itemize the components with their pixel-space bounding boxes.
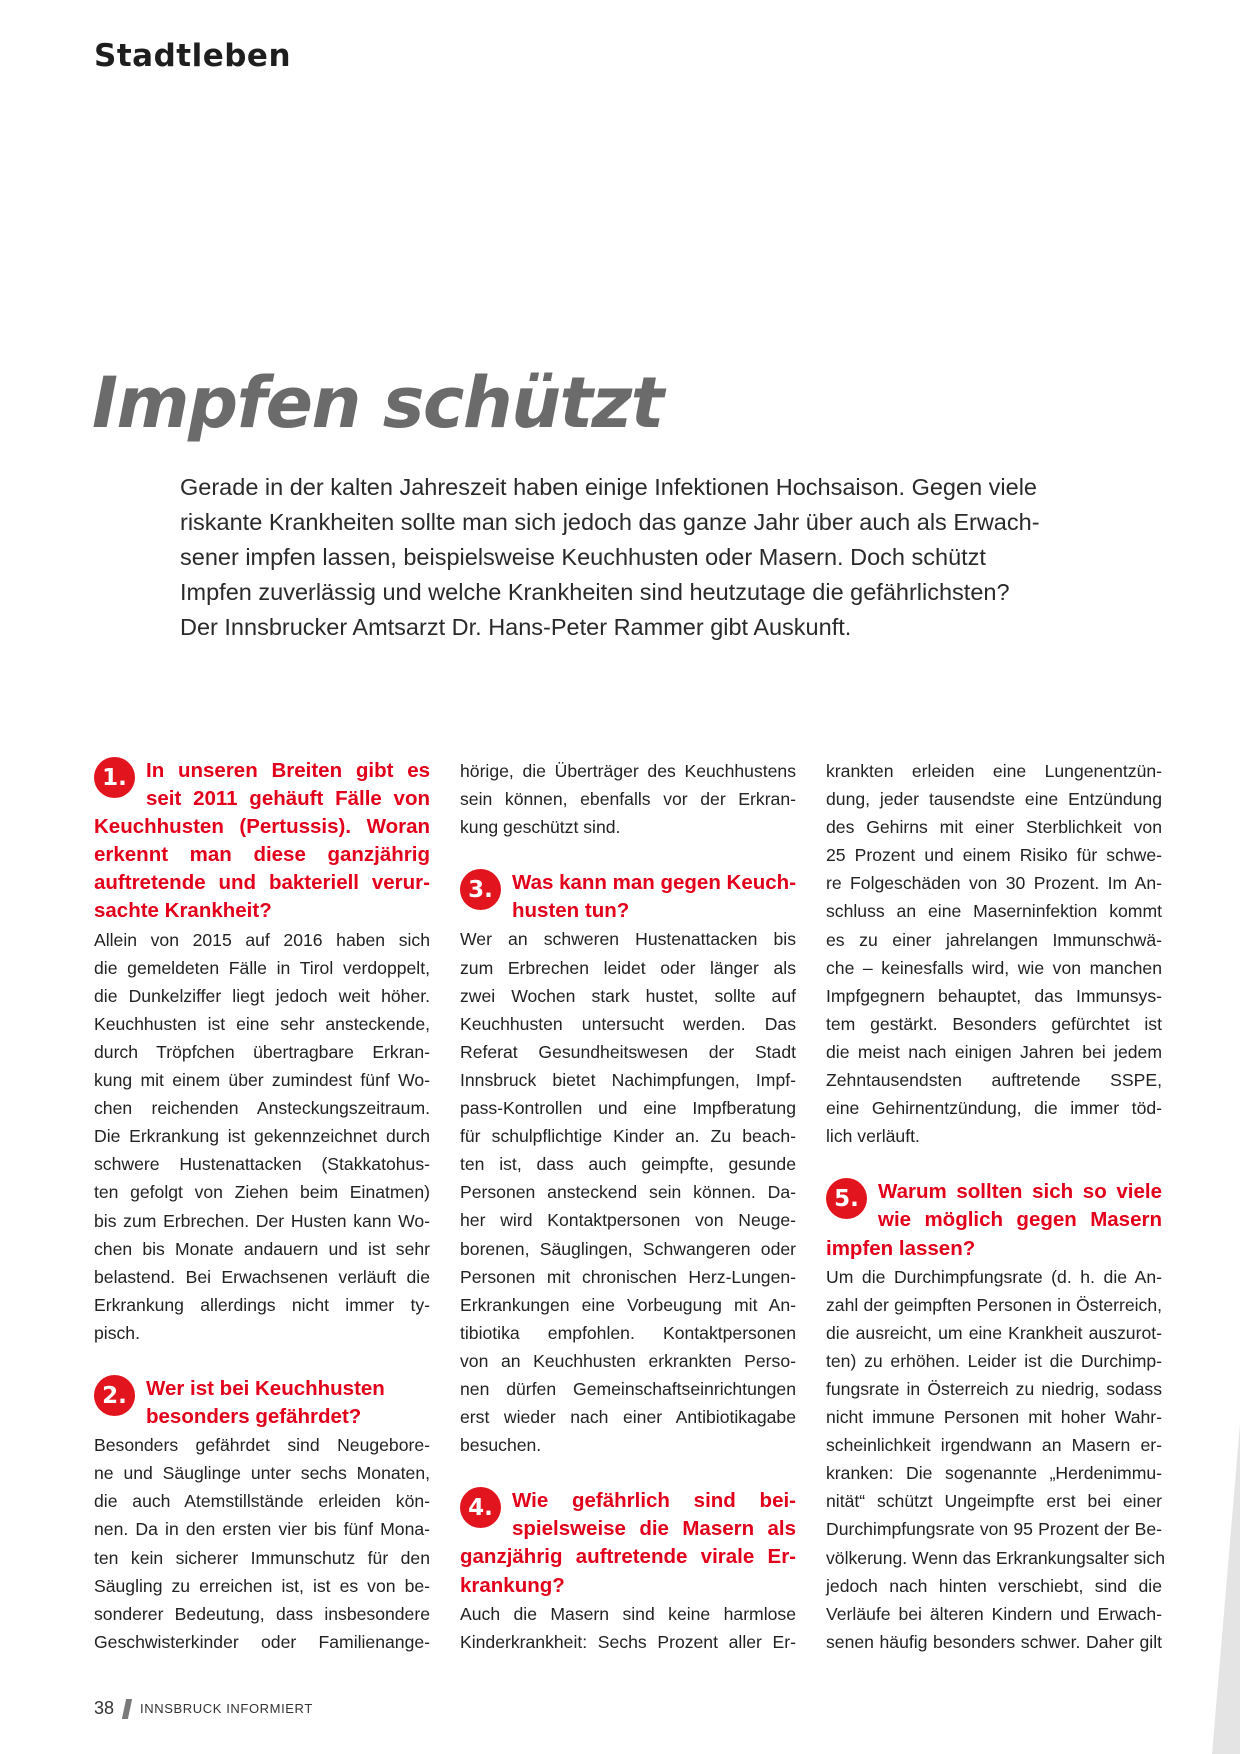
body-line: ten gefolgt von Ziehen beim Einatmen) <box>94 1182 430 1203</box>
body-line: jedoch nach hinten verschiebt, sind die <box>826 1575 1162 1596</box>
body-line: Personen ansteckend sein können. Da- <box>460 1182 796 1203</box>
body-line: nen dürfen Gemeinschaftseinrichtungen <box>460 1378 796 1399</box>
body-line: die ausreicht, um eine Krankheit auszurot- <box>826 1322 1162 1343</box>
body-line: kung mit einem über zumindest fünf Wo- <box>94 1070 430 1091</box>
question-1-heading <box>94 757 430 926</box>
heading-line: Warum sollten sich so viele <box>878 1180 1162 1204</box>
body-line: chen reichenden Ansteckungszeitraum. <box>94 1098 430 1119</box>
column-2 <box>460 757 796 1656</box>
body-line: die gemeldeten Fälle in Tirol verdoppelt, <box>94 957 430 978</box>
body-line: besuchen. <box>460 1435 542 1456</box>
body-line: ne und Säuglinge unter sechs Monaten, <box>94 1463 430 1484</box>
heading-line: husten tun? <box>512 899 630 923</box>
heading-line: seit 2011 gehäuft Fälle von <box>146 787 430 811</box>
body-line: durch Tröpfchen übertragbare Erkran- <box>94 1041 430 1062</box>
heading-line: spielsweise die Masern als <box>512 1517 796 1541</box>
body-line: Erkrankung allerdings nicht immer ty- <box>94 1294 430 1315</box>
slash-divider-icon <box>122 1699 132 1719</box>
body-line: scheinlichkeit irgendwann an Masern er- <box>826 1435 1162 1456</box>
body-line: che – keinesfalls wird, wie von manchen <box>826 957 1162 978</box>
body-line: Erkrankungen eine Vorbeugung mit An- <box>460 1294 796 1315</box>
publication-name: INNSBRUCK INFORMIERT <box>140 1701 313 1716</box>
number-badge-icon: 2. <box>94 1375 135 1416</box>
body-line: zum Erbrechen leidet oder länger als <box>460 957 796 978</box>
body-line: es zu einer jahrelangen Immunschwä- <box>826 929 1162 950</box>
body-line: Besonders gefährdet sind Neugebore- <box>94 1435 430 1456</box>
question-2-answer <box>94 1431 430 1656</box>
body-line: für schulpflichtige Kinder an. Zu beach- <box>460 1126 796 1147</box>
lead-line: Gerade in der kalten Jahreszeit haben einige Infektionen Hochsaison. Gegen viele <box>180 474 1037 500</box>
body-line: senen häufig besonders schwer. Daher gilt <box>826 1631 1162 1652</box>
body-line: ten kein sicherer Immunschutz für den <box>94 1547 430 1568</box>
section-label: Stadtleben <box>94 38 292 74</box>
body-line: tibiotika empfohlen. Kontaktpersonen <box>460 1322 796 1343</box>
question-5-heading <box>826 1178 1162 1262</box>
body-line: Geschwisterkinder oder Familienange- <box>94 1631 430 1652</box>
number-badge-icon: 1. <box>94 757 135 798</box>
lead-line: Der Innsbrucker Amtsarzt Dr. Hans-Peter Rammer gibt Auskunft. <box>180 614 852 640</box>
number-badge-icon: 3. <box>460 869 501 910</box>
body-line: sonderer Bedeutung, dass insbesondere <box>94 1603 430 1624</box>
heading-line: erkennt man diese ganzjährig <box>94 843 430 867</box>
body-line: die Dunkelziffer liegt jedoch weit höher. <box>94 985 430 1006</box>
body-line: nität“ schützt Ungeimpfte erst bei einer <box>826 1491 1162 1512</box>
body-line: des Gehirns mit einer Sterblichkeit von <box>826 817 1162 838</box>
body-line: völkerung. Wenn das Erkrankungsalter sich <box>826 1547 1166 1568</box>
body-line: Keuchhusten untersucht werden. Das <box>460 1013 796 1034</box>
lead-line: riskante Krankheiten sollte man sich jedoch das ganze Jahr über auch als Erwach- <box>180 509 1040 535</box>
number-badge-icon: 4. <box>460 1487 501 1528</box>
page-footer <box>94 1698 313 1719</box>
body-line: kung geschützt sind. <box>460 817 621 838</box>
body-line: krankten erleiden eine Lungenentzün- <box>826 761 1162 781</box>
question-4-answer-continued <box>826 757 1162 1150</box>
body-line: fungsrate in Österreich zu niedrig, sodass <box>826 1378 1162 1399</box>
body-line: dung, jeder tausendste eine Entzündung <box>826 789 1162 810</box>
heading-line: sachte Krankheit? <box>94 899 272 923</box>
body-line: Personen mit chronischen Herz-Lungen- <box>460 1266 796 1287</box>
body-line: Referat Gesundheitswesen der Stadt <box>460 1041 796 1062</box>
body-line: her wird Kontaktpersonen von Neuge- <box>460 1210 796 1231</box>
body-line: pass-Kontrollen und eine Impfberatung <box>460 1098 796 1119</box>
heading-line: wie möglich gegen Masern <box>878 1208 1162 1232</box>
heading-line: Wer ist bei Keuchhusten <box>146 1376 385 1400</box>
body-line: ten ist, dass auch geimpfte, gesunde <box>460 1154 796 1175</box>
heading-line: besonders gefährdet? <box>146 1405 362 1429</box>
body-line: Kinderkrankheit: Sechs Prozent aller Er- <box>460 1631 796 1652</box>
body-line: nicht immune Personen mit hoher Wahr- <box>826 1407 1162 1428</box>
body-line: Säugling zu erreichen ist, ist es von be- <box>94 1575 430 1596</box>
question-5-answer <box>826 1263 1166 1656</box>
body-line: von an Keuchhusten erkrankten Perso- <box>460 1350 796 1371</box>
heading-line: Keuchhusten (Pertussis). Woran <box>94 815 430 839</box>
body-line: Auch die Masern sind keine harmlose <box>460 1603 796 1624</box>
body-line: Die Erkrankung ist gekennzeichnet durch <box>94 1126 430 1147</box>
question-3-answer <box>460 925 796 1459</box>
lead-line: sener impfen lassen, beispielsweise Keuchhusten oder Masern. Doch schützt <box>180 544 986 570</box>
body-line: re Folgeschäden von 30 Prozent. Im An- <box>826 873 1162 894</box>
body-line: 25 Prozent und einem Risiko für schwe- <box>826 845 1162 866</box>
body-line: nen. Da in den ersten vier bis fünf Mona- <box>94 1519 430 1540</box>
number-badge-icon: 5. <box>826 1178 867 1219</box>
body-line: schwere Hustenattacken (Stakkatohus- <box>94 1154 430 1175</box>
column-1 <box>94 757 430 1656</box>
body-line: Allein von 2015 auf 2016 haben sich <box>94 929 430 950</box>
question-3-heading <box>460 869 796 925</box>
body-line: lich verläuft. <box>826 1126 920 1147</box>
column-3 <box>826 757 1166 1656</box>
body-line: borenen, Säuglingen, Schwangeren oder <box>460 1238 796 1259</box>
body-line: die auch Atemstillstände erleiden kön- <box>94 1491 430 1512</box>
body-line: bis zum Erbrechen. Der Husten kann Wo- <box>94 1210 430 1231</box>
heading-line: auftretende und bakteriell verur- <box>94 871 430 895</box>
page-title: Impfen schützt <box>92 362 663 444</box>
body-line: Wer an schweren Hustenattacken bis <box>460 929 796 950</box>
page-curl-decoration-icon <box>1200 1424 1240 1754</box>
body-line: erst wieder nach einer Antibiotikagabe <box>460 1407 796 1428</box>
body-line: tem gestärkt. Besonders gefürchtet ist <box>826 1013 1162 1034</box>
heading-line: In unseren Breiten gibt es <box>146 759 430 782</box>
body-line: Keuchhusten ist eine sehr ansteckende, <box>94 1013 430 1034</box>
body-line: Innsbruck bietet Nachimpfungen, Impf- <box>460 1069 796 1090</box>
body-line: Um die Durchimpfungsrate (d. h. die An- <box>826 1266 1162 1287</box>
page-number: 38 <box>94 1698 115 1718</box>
body-line: die meist nach einigen Jahren bei jedem <box>826 1041 1162 1062</box>
body-line: Zehntausendsten auftretende SSPE, <box>826 1070 1162 1091</box>
body-line: sein können, ebenfalls vor der Erkran- <box>460 789 796 810</box>
body-line: ten) zu erhöhen. Leider ist die Durchimp- <box>826 1350 1162 1371</box>
heading-line: Wie gefährlich sind bei- <box>512 1489 796 1513</box>
body-line: chen bis Monate andauern und ist sehr <box>94 1238 430 1259</box>
heading-line: impfen lassen? <box>826 1236 976 1260</box>
body-line: Durchimpfungsrate von 95 Prozent der Be- <box>826 1519 1162 1540</box>
article-lead <box>180 470 1060 645</box>
heading-line: krankung? <box>460 1573 565 1597</box>
question-4-heading <box>460 1487 796 1599</box>
heading-line: ganzjährig auftretende virale Er- <box>460 1545 796 1569</box>
question-2-heading <box>94 1375 430 1431</box>
body-line: eine Gehirnentzündung, die immer töd- <box>826 1098 1162 1119</box>
body-line: kranken: Die sogenannte „Herdenimmu- <box>826 1463 1162 1484</box>
body-line: zwei Wochen stark hustet, sollte auf <box>460 985 796 1006</box>
body-line: hörige, die Überträger des Keuchhustens <box>460 761 796 781</box>
question-4-answer <box>460 1600 796 1656</box>
question-1-answer <box>94 926 430 1347</box>
question-2-answer-continued <box>460 757 796 841</box>
body-line: Impfgegnern behauptet, das Immunsys- <box>826 985 1162 1006</box>
heading-line: Was kann man gegen Keuch- <box>512 871 797 895</box>
body-line: belastend. Bei Erwachsenen verläuft die <box>94 1266 430 1287</box>
body-line: pisch. <box>94 1322 140 1343</box>
body-line: zahl der geimpften Personen in Österreich, <box>826 1294 1162 1315</box>
lead-line: Impfen zuverlässig und welche Krankheiten sind heutzutage die gefährlichsten? <box>180 579 1010 605</box>
body-line: Verläufe bei älteren Kindern und Erwach- <box>826 1603 1162 1624</box>
body-line: schluss an eine Maserninfektion kommt <box>826 901 1162 922</box>
